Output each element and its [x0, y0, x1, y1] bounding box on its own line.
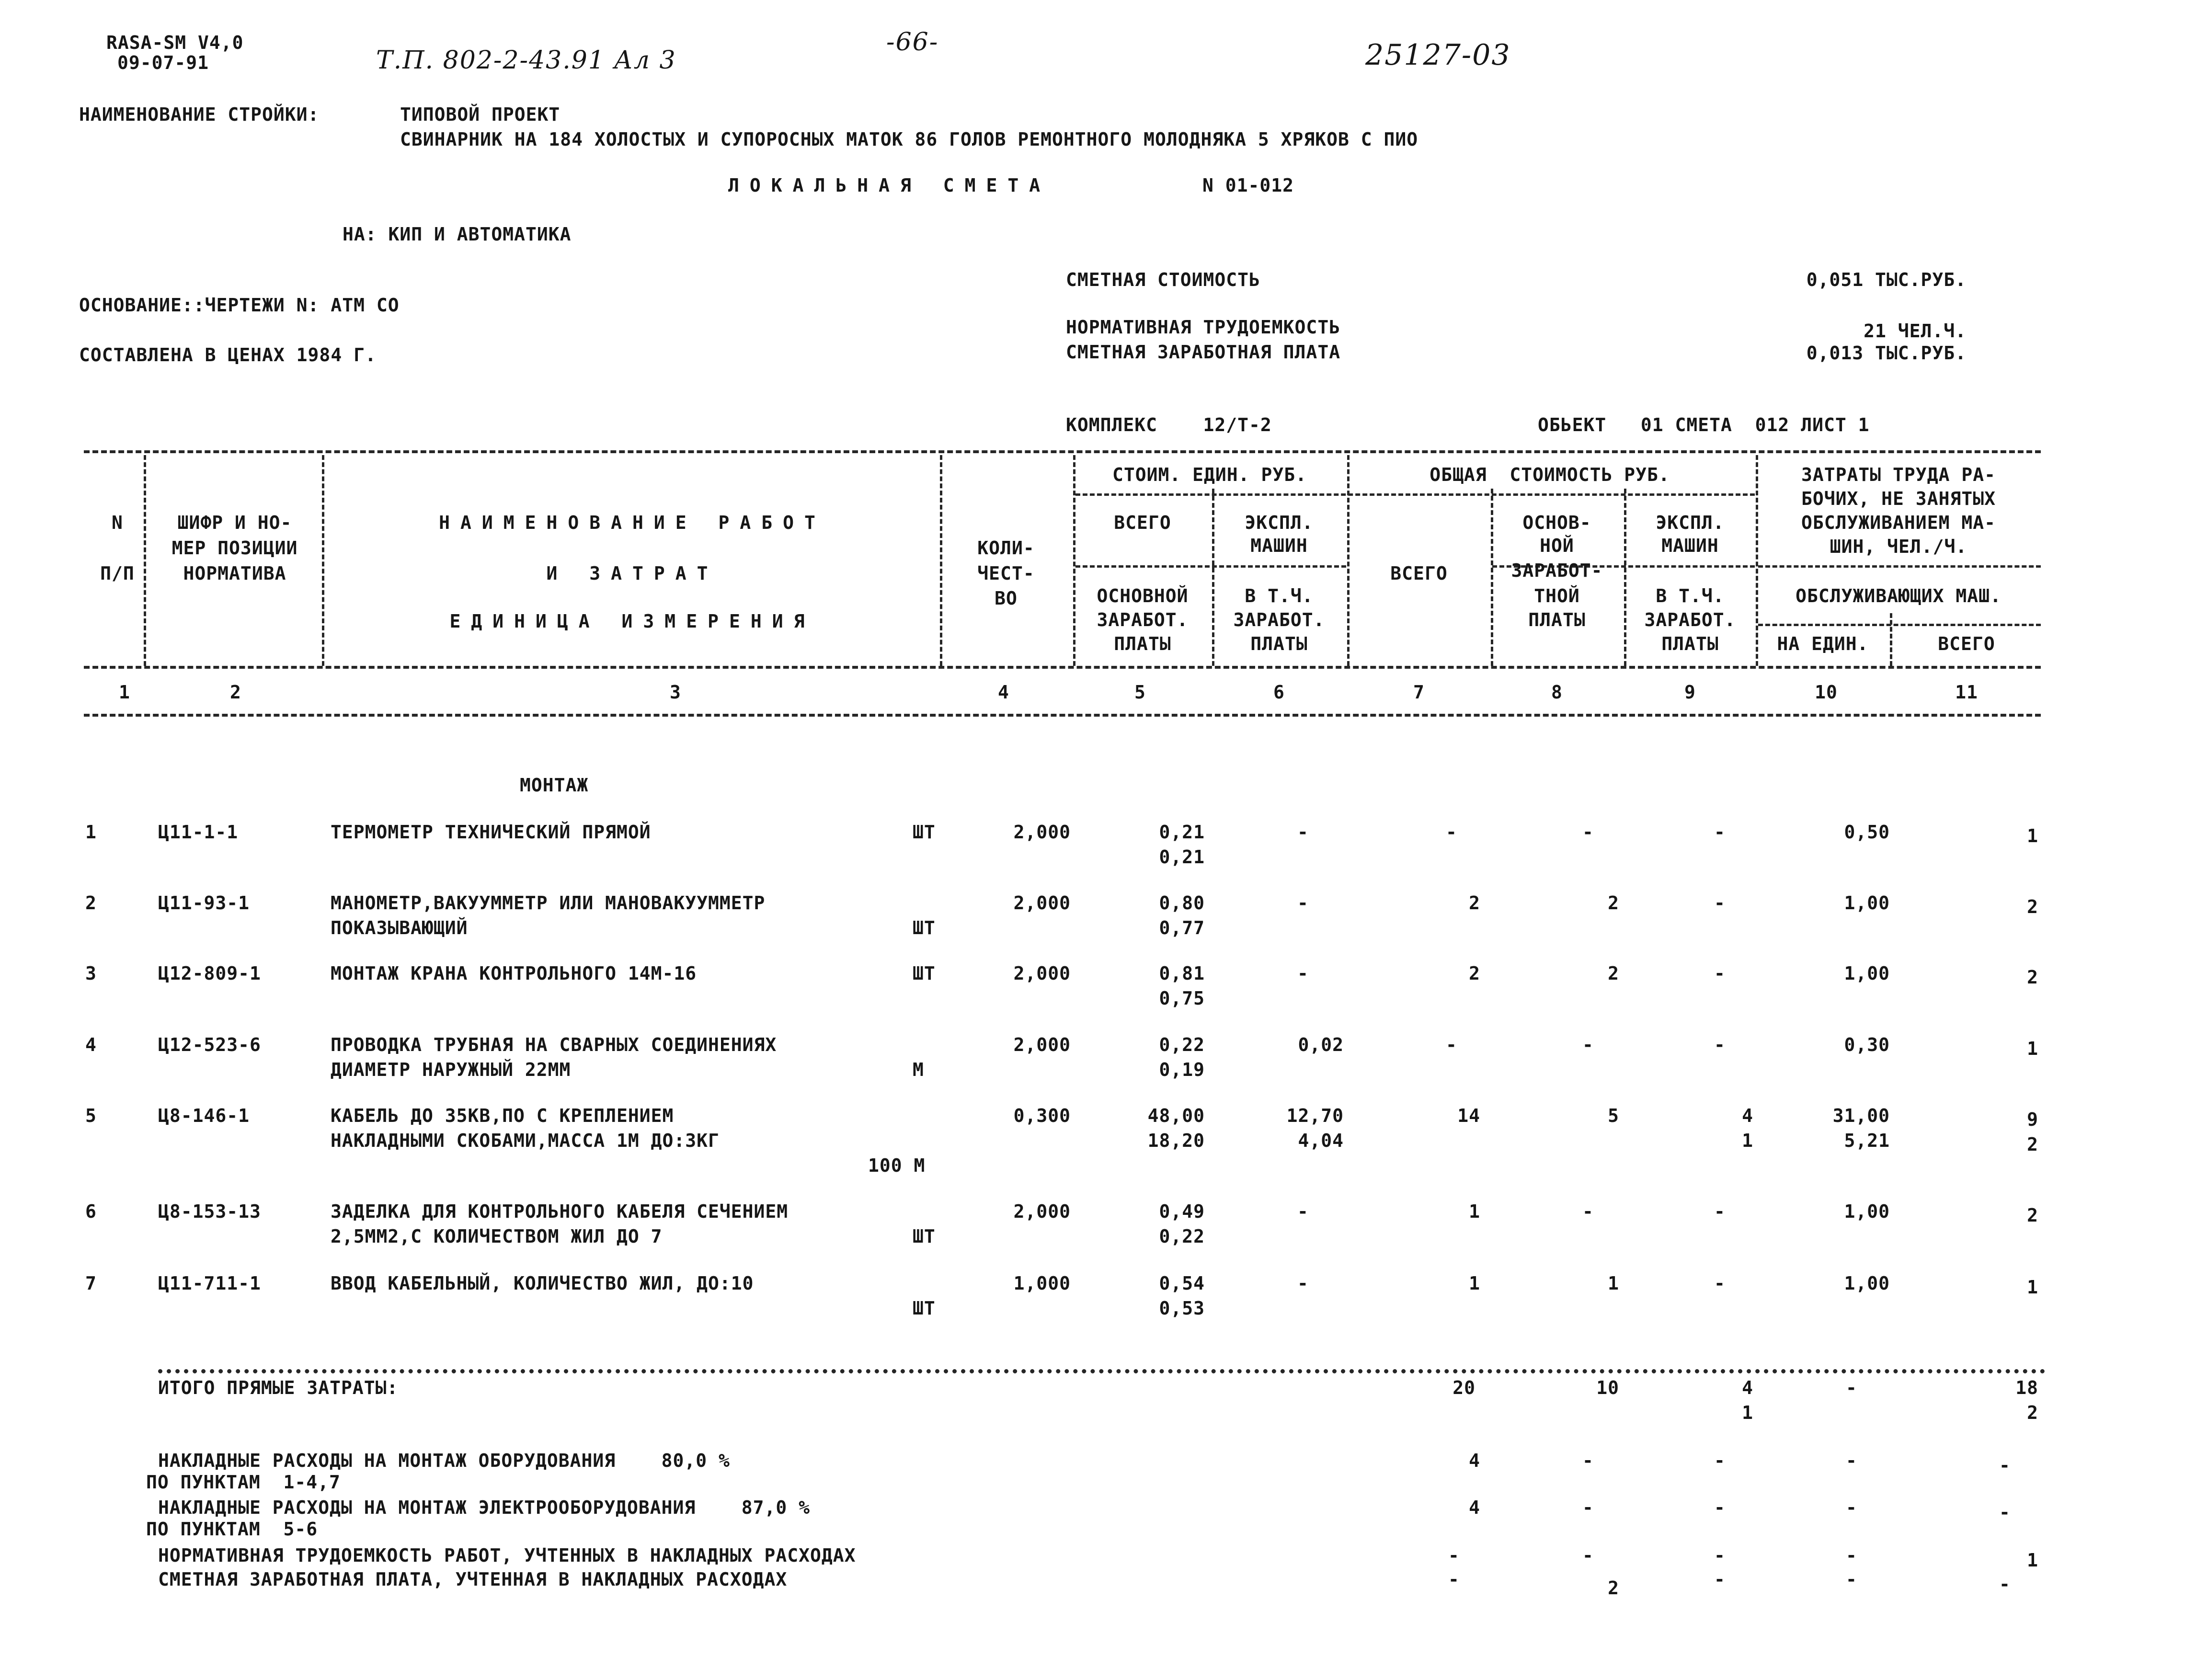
row-description: ДИАМЕТР НАРУЖНЫЙ 22ММ	[331, 1059, 571, 1080]
col-code-label: ШИФР И НО-	[177, 512, 292, 533]
object-code: ОБЬЕКТ 01 СМЕТА 012 ЛИСТ 1	[1538, 414, 1870, 435]
column-divider	[1073, 455, 1075, 666]
labor-group-label: ОБСЛУЖИВАНИЕМ МА-	[1801, 512, 1996, 533]
overhead-text: ПО ПУНКТАМ 5-6	[146, 1519, 318, 1540]
row-total: -	[1446, 822, 1457, 843]
column-divider	[1890, 613, 1892, 666]
col-name-label: ЕДИНИЦА ИЗМЕРЕНИЯ	[449, 611, 815, 632]
overhead-total: 4	[1469, 1497, 1480, 1518]
project-name: СВИНАРНИК НА 184 ХОЛОСТЫХ И СУПОРОСНЫХ МАТОК 86 ГОЛОВ РЕМОНТНОГО МОЛОДНЯКА 5 ХРЯКОВ С ПИО	[400, 129, 1418, 150]
overhead-text: НОРМАТИВНАЯ ТРУДОЕМКОСТЬ РАБОТ, УЧТЕННЫХ В НАКЛАДНЫХ РАСХОДАХ	[158, 1545, 856, 1566]
row-code: Ц12-809-1	[158, 963, 261, 984]
row-number: 1	[85, 822, 97, 843]
col-qty-label: ВО	[995, 588, 1018, 609]
row-labor-total: 2	[2027, 1205, 2038, 1226]
program-date: 09-07-91	[117, 52, 209, 73]
overhead-machine: -	[1714, 1497, 1726, 1518]
row-unit-cost: 48,00	[1147, 1105, 1205, 1126]
unit-cost-wage-label: ОСНОВНОЙ	[1097, 585, 1189, 606]
row-machine-cost: -	[1297, 1201, 1309, 1222]
row-code: Ц11-93-1	[158, 892, 250, 914]
total-cost-wage-label: ЗАРАБОТ-	[1511, 560, 1603, 581]
summary-wage-value: 0,013 ТЫС.РУБ.	[1806, 343, 1967, 364]
row-code: Ц11-1-1	[158, 822, 239, 843]
row-machine-cost: -	[1297, 963, 1309, 984]
column-number: 10	[1815, 682, 1838, 703]
row-unit-cost: 0,77	[1159, 917, 1205, 938]
row-machine-cost: -	[1297, 822, 1309, 843]
column-divider	[1212, 489, 1214, 666]
unit-cost-group-label: СТОИМ. ЕДИН. РУБ.	[1112, 464, 1307, 485]
row-machine-total: -	[1714, 1201, 1726, 1222]
row-unit-cost: 18,20	[1147, 1130, 1205, 1151]
row-unit: ШТ	[913, 1226, 936, 1247]
overhead-wage: -	[1582, 1450, 1594, 1471]
column-number: 11	[1955, 682, 1978, 703]
row-labor-total: 2	[2027, 1134, 2038, 1155]
labor-machine-label: ОБСЛУЖИВАЮЩИХ МАШ.	[1796, 585, 2002, 606]
prices-line: СОСТАВЛЕНА В ЦЕНАХ 1984 Г.	[79, 344, 377, 366]
labor-total-label: ВСЕГО	[1938, 633, 1995, 654]
totals-labor-unit: -	[1846, 1377, 1857, 1398]
column-number: 5	[1134, 682, 1146, 703]
row-machine-total: 1	[1742, 1130, 1753, 1151]
total-cost-wage-label: ТНОЙ	[1534, 585, 1580, 606]
row-quantity: 2,000	[1013, 822, 1071, 843]
row-description: ЗАДЕЛКА ДЛЯ КОНТРОЛЬНОГО КАБЕЛЯ СЕЧЕНИЕМ	[331, 1201, 789, 1222]
column-number: 6	[1273, 682, 1285, 703]
row-wage: 2	[1608, 963, 1619, 984]
unit-cost-wage-label: ПЛАТЫ	[1114, 633, 1171, 654]
overhead-labor-unit: -	[1846, 1545, 1857, 1566]
document-reference: Т.П. 802-2-43.91 Ал 3	[376, 46, 676, 75]
row-labor-total: 1	[2027, 825, 2038, 846]
overhead-text: НАКЛАДНЫЕ РАСХОДЫ НА МОНТАЖ ЭЛЕКТРООБОРУДОВАНИЯ 87,0 %	[158, 1497, 811, 1518]
row-total: 1	[1469, 1273, 1480, 1294]
row-quantity: 2,000	[1013, 1201, 1071, 1222]
section-title: МОНТАЖ	[520, 775, 589, 796]
row-wage: 5	[1608, 1105, 1619, 1126]
row-machine-total: -	[1714, 822, 1726, 843]
column-number: 9	[1684, 682, 1696, 703]
row-unit-cost: 0,21	[1159, 846, 1205, 868]
row-labor-unit: 1,00	[1844, 892, 1890, 914]
document-number: 25127-03	[1365, 38, 1511, 72]
unit-cost-machine-label: ЭКСПЛ.	[1245, 512, 1314, 533]
row-labor-total: 9	[2027, 1109, 2038, 1130]
overhead-text: СМЕТНАЯ ЗАРАБОТНАЯ ПЛАТА, УЧТЕННАЯ В НАКЛАДНЫХ РАСХОДАХ	[158, 1569, 788, 1590]
row-quantity: 2,000	[1013, 1034, 1071, 1055]
row-machine-total: -	[1714, 1034, 1726, 1055]
total-cost-machine-wage-label: ЗАРАБОТ.	[1644, 609, 1736, 630]
totals-labor-machine: 2	[2027, 1402, 2038, 1423]
row-labor-total: 2	[2027, 896, 2038, 917]
totals-machine-wage: 1	[1742, 1402, 1753, 1423]
row-description: ВВОД КАБЕЛЬНЫЙ, КОЛИЧЕСТВО ЖИЛ, ДО:10	[331, 1273, 754, 1294]
header-subrule	[1075, 493, 1755, 496]
project-label: НАИМЕНОВАНИЕ СТРОЙКИ:	[79, 104, 320, 125]
summary-labor-label: НОРМАТИВНАЯ ТРУДОЕМКОСТЬ	[1066, 317, 1341, 338]
row-unit: ШТ	[913, 822, 936, 843]
overhead-wage: 2	[1608, 1577, 1619, 1599]
row-description: ПРОВОДКА ТРУБНАЯ НА СВАРНЫХ СОЕДИНЕНИЯХ	[331, 1034, 777, 1055]
col-name-label: И ЗАТРАТ	[546, 563, 719, 584]
row-description: 2,5ММ2,С КОЛИЧЕСТВОМ ЖИЛ ДО 7	[331, 1226, 663, 1247]
row-unit: ШТ	[913, 917, 936, 938]
unit-cost-machine-label: МАШИН	[1250, 535, 1308, 556]
summary-cost-label: СМЕТНАЯ СТОИМОСТЬ	[1066, 269, 1260, 290]
row-labor-unit: 5,21	[1844, 1130, 1890, 1151]
column-divider	[1756, 455, 1758, 666]
row-unit: М	[913, 1059, 924, 1080]
overhead-total: -	[1448, 1569, 1460, 1590]
row-description: ПОКАЗЫВАЮЩИЙ	[331, 917, 468, 938]
column-divider	[144, 455, 146, 666]
row-machine-total: -	[1714, 963, 1726, 984]
col-name-label: НАИМЕНОВАНИЕ РАБОТ	[439, 512, 826, 533]
row-machine-cost: 0,02	[1298, 1034, 1344, 1055]
totals-total: 20	[1453, 1377, 1475, 1398]
labor-unit-label: НА ЕДИН.	[1777, 633, 1869, 654]
row-number: 7	[85, 1273, 97, 1294]
row-labor-unit: 1,00	[1844, 963, 1890, 984]
unit-cost-total-label: ВСЕГО	[1114, 512, 1171, 533]
estimate-subject: НА: КИП И АВТОМАТИКА	[343, 224, 572, 245]
row-unit-cost: 0,49	[1159, 1201, 1205, 1222]
row-quantity: 1,000	[1013, 1273, 1071, 1294]
unit-cost-wage-label: ЗАРАБОТ.	[1097, 609, 1189, 630]
row-total: 2	[1469, 963, 1480, 984]
total-cost-group-label: ОБЩАЯ СТОИМОСТЬ РУБ.	[1430, 464, 1670, 485]
row-unit-cost: 0,54	[1159, 1273, 1205, 1294]
overhead-labor-total: -	[1999, 1502, 2011, 1523]
row-labor-total: 2	[2027, 967, 2038, 988]
basis-line: ОСНОВАНИЕ::ЧЕРТЕЖИ N: АТМ СО	[79, 295, 400, 316]
row-description: МАНОМЕТР,ВАКУУММЕТР ИЛИ МАНОВАКУУММЕТР	[331, 892, 766, 914]
page-title: ЛОКАЛЬНАЯ СМЕТА	[728, 175, 1051, 196]
row-unit: ШТ	[913, 963, 936, 984]
row-unit-cost: 0,22	[1159, 1226, 1205, 1247]
header-subrule	[1758, 565, 2041, 568]
overhead-labor-total: -	[1999, 1574, 2011, 1595]
header-subrule	[1075, 565, 1346, 568]
overhead-labor-total: 1	[2027, 1550, 2038, 1571]
row-machine-cost: -	[1297, 1273, 1309, 1294]
header-rule-middle	[84, 666, 2041, 669]
row-wage: -	[1582, 822, 1594, 843]
row-number: 5	[85, 1105, 97, 1126]
row-unit-cost: 0,21	[1159, 822, 1205, 843]
row-labor-unit: 1,00	[1844, 1201, 1890, 1222]
total-cost-machine-label: ЭКСПЛ.	[1656, 512, 1725, 533]
column-number: 8	[1551, 682, 1563, 703]
row-description: МОНТАЖ КРАНА КОНТРОЛЬНОГО 14М-16	[331, 963, 697, 984]
overhead-labor-total: -	[1999, 1455, 2011, 1476]
row-number: 4	[85, 1034, 97, 1055]
row-labor-total: 1	[2027, 1038, 2038, 1059]
totals-label: ИТОГО ПРЯМЫЕ ЗАТРАТЫ:	[158, 1377, 399, 1398]
col-code-label: НОРМАТИВА	[183, 563, 286, 584]
total-cost-total-label: ВСЕГО	[1390, 563, 1448, 584]
header-subrule	[1758, 624, 2041, 626]
overhead-labor-unit: -	[1846, 1569, 1857, 1590]
labor-group-label: БОЧИХ, НЕ ЗАНЯТЫХ	[1801, 488, 1996, 509]
row-unit: ШТ	[913, 1298, 936, 1319]
row-wage: -	[1582, 1201, 1594, 1222]
column-divider	[1624, 489, 1626, 666]
row-total: -	[1446, 1034, 1457, 1055]
row-unit-cost: 0,19	[1159, 1059, 1205, 1080]
totals-wage: 10	[1596, 1377, 1619, 1398]
row-code: Ц12-523-6	[158, 1034, 261, 1055]
row-labor-total: 1	[2027, 1277, 2038, 1298]
project-type: ТИПОВОЙ ПРОЕКТ	[400, 104, 560, 125]
overhead-labor-unit: -	[1846, 1450, 1857, 1471]
col-number-label: N	[112, 512, 123, 533]
overhead-machine: -	[1714, 1569, 1726, 1590]
overhead-total: -	[1448, 1545, 1460, 1566]
row-wage: -	[1582, 1034, 1594, 1055]
estimate-number: N 01-012	[1202, 175, 1294, 196]
column-divider	[322, 455, 324, 666]
row-labor-unit: 0,50	[1844, 822, 1890, 843]
overhead-machine: -	[1714, 1450, 1726, 1471]
column-number: 1	[119, 682, 130, 703]
row-unit-cost: 0,22	[1159, 1034, 1205, 1055]
row-number: 6	[85, 1201, 97, 1222]
col-code-label: МЕР ПОЗИЦИИ	[172, 537, 298, 559]
column-divider	[1491, 489, 1493, 666]
row-total: 2	[1469, 892, 1480, 914]
row-unit-cost: 0,80	[1159, 892, 1205, 914]
row-description: НАКЛАДНЫМИ СКОБАМИ,МАССА 1М ДО:3КГ	[331, 1130, 720, 1151]
row-code: Ц11-711-1	[158, 1273, 261, 1294]
row-machine-cost: 12,70	[1286, 1105, 1344, 1126]
summary-labor-value: 21 ЧЕЛ.Ч.	[1864, 320, 1967, 342]
row-wage: 1	[1608, 1273, 1619, 1294]
row-code: Ц8-146-1	[158, 1105, 250, 1126]
totals-labor-total: 18	[2015, 1377, 2038, 1398]
total-cost-machine-label: МАШИН	[1661, 535, 1719, 556]
summary-cost-value: 0,051 ТЫС.РУБ.	[1806, 269, 1967, 290]
row-machine-total: 4	[1742, 1105, 1753, 1126]
summary-wage-label: СМЕТНАЯ ЗАРАБОТНАЯ ПЛАТА	[1066, 342, 1341, 363]
row-description: КАБЕЛЬ ДО 35КВ,ПО С КРЕПЛЕНИЕМ	[331, 1105, 674, 1126]
row-wage: 2	[1608, 892, 1619, 914]
overhead-text: ПО ПУНКТАМ 1-4,7	[146, 1472, 341, 1493]
row-description: ТЕРМОМЕТР ТЕХНИЧЕСКИЙ ПРЯМОЙ	[331, 822, 651, 843]
row-labor-unit: 1,00	[1844, 1273, 1890, 1294]
unit-cost-machine-wage-label: ПЛАТЫ	[1250, 633, 1308, 654]
row-number: 2	[85, 892, 97, 914]
labor-group-label: ЗАТРАТЫ ТРУДА РА-	[1801, 464, 1996, 485]
column-divider	[940, 455, 942, 666]
unit-cost-machine-wage-label: ЗАРАБОТ.	[1233, 609, 1325, 630]
column-number: 2	[230, 682, 241, 703]
row-labor-unit: 31,00	[1832, 1105, 1890, 1126]
header-rule-top	[84, 450, 2041, 453]
column-number: 4	[998, 682, 1009, 703]
page-number: -66-	[886, 28, 939, 57]
header-rule-bottom	[84, 714, 2041, 717]
row-machine-total: -	[1714, 892, 1726, 914]
column-number: 7	[1413, 682, 1425, 703]
totals-machine: 4	[1742, 1377, 1753, 1398]
overhead-wage: -	[1582, 1545, 1594, 1566]
row-quantity: 2,000	[1013, 963, 1071, 984]
row-code: Ц8-153-13	[158, 1201, 261, 1222]
row-number: 3	[85, 963, 97, 984]
overhead-total: 4	[1469, 1450, 1480, 1471]
row-machine-cost: -	[1297, 892, 1309, 914]
row-quantity: 2,000	[1013, 892, 1071, 914]
overhead-wage: -	[1582, 1497, 1594, 1518]
row-machine-total: -	[1714, 1273, 1726, 1294]
column-divider	[1347, 455, 1350, 666]
col-number-label: П/П	[100, 563, 135, 584]
col-qty-label: ЧЕСТ-	[977, 563, 1035, 584]
row-labor-unit: 0,30	[1844, 1034, 1890, 1055]
row-quantity: 0,300	[1013, 1105, 1071, 1126]
total-cost-wage-label: НОЙ	[1540, 535, 1574, 556]
unit-cost-machine-wage-label: В Т.Ч.	[1245, 585, 1314, 606]
total-cost-wage-label: ОСНОВ-	[1522, 512, 1591, 533]
program-version: RASA-SM V4,0	[106, 32, 244, 53]
total-cost-machine-wage-label: В Т.Ч.	[1656, 585, 1725, 606]
total-cost-machine-wage-label: ПЛАТЫ	[1661, 633, 1719, 654]
row-unit-cost: 0,81	[1159, 963, 1205, 984]
overhead-labor-unit: -	[1846, 1497, 1857, 1518]
row-unit-cost: 0,53	[1159, 1298, 1205, 1319]
row-machine-cost: 4,04	[1298, 1130, 1344, 1151]
row-unit-cost: 0,75	[1159, 988, 1205, 1009]
total-cost-wage-label: ПЛАТЫ	[1528, 609, 1586, 630]
totals-separator	[158, 1369, 2046, 1373]
row-total: 14	[1457, 1105, 1480, 1126]
column-number: 3	[670, 682, 681, 703]
row-total: 1	[1469, 1201, 1480, 1222]
col-qty-label: КОЛИ-	[977, 537, 1035, 559]
complex-code: КОМПЛЕКС 12/Т-2	[1066, 414, 1272, 435]
row-unit: 100 М	[868, 1155, 926, 1176]
overhead-text: НАКЛАДНЫЕ РАСХОДЫ НА МОНТАЖ ОБОРУДОВАНИЯ 80,0 %	[158, 1450, 730, 1471]
overhead-machine: -	[1714, 1545, 1726, 1566]
labor-group-label: ШИН, ЧЕЛ./Ч.	[1830, 536, 1967, 557]
